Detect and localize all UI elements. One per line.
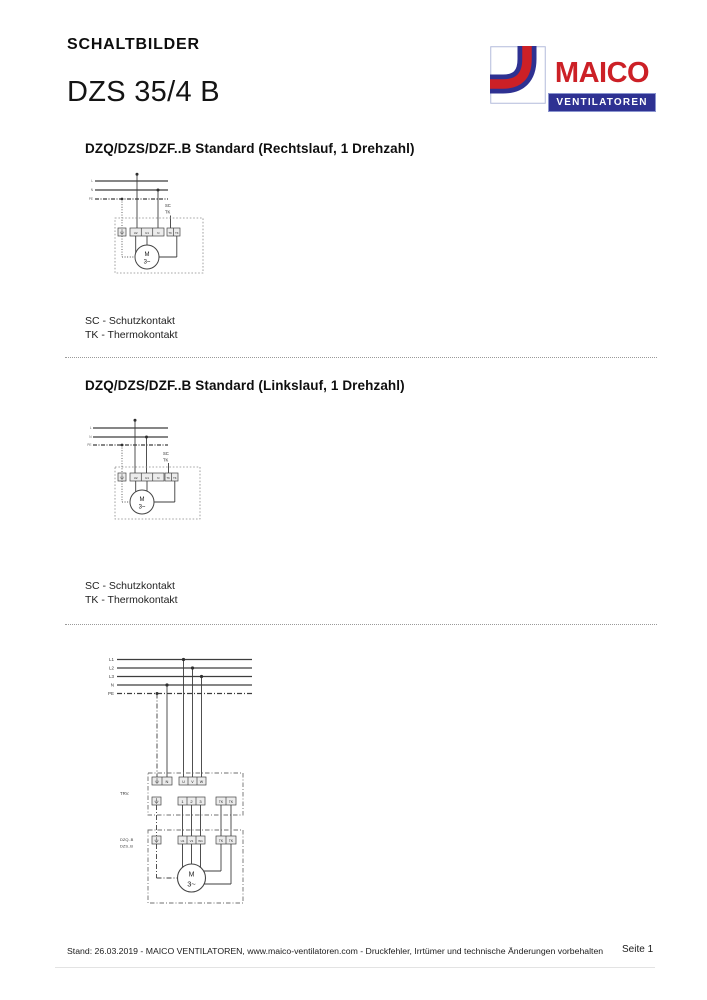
sc-tk-labels [165, 203, 171, 215]
bus-label: PE [87, 443, 92, 448]
terminal-label: 2 [190, 798, 193, 804]
terminal-label: TK [173, 476, 177, 480]
terminal-label: U1 [145, 475, 149, 480]
motor-icon [135, 245, 159, 269]
legend-linkslauf [85, 580, 178, 607]
terminal-label: TK [168, 231, 172, 235]
page-title: DZS 35/4 B [67, 76, 220, 108]
legend-rechtslauf [85, 315, 178, 342]
motor-letter: M [144, 251, 150, 258]
terminal-label: N [157, 230, 160, 235]
motor-letter: M [188, 871, 195, 879]
terminal-label: W1 [198, 838, 203, 843]
junction-dots [121, 419, 148, 447]
feed-wires [122, 174, 171, 228]
legend-line: TK - Thermokontakt [85, 593, 178, 606]
terminal-label: 3 [199, 798, 202, 804]
terminal-label: U [182, 779, 185, 784]
brand-wordmark: MAICO [554, 57, 650, 89]
controller-label: TRV. [120, 791, 130, 796]
terminal-label: W [199, 779, 204, 784]
tk-label: TK [163, 457, 169, 463]
bus-label: L2 [108, 665, 114, 671]
bus-labels [87, 426, 92, 447]
section-separator [65, 357, 657, 358]
motor-phase: 3~ [138, 504, 146, 511]
sc-tk-labels [163, 451, 169, 463]
motor-icon [178, 864, 206, 892]
terminal-label: V1 [189, 838, 194, 843]
terminal-label: TK [218, 799, 224, 804]
terminal-label: TK [166, 476, 170, 480]
brand-subtitle: VENTILATOREN [556, 97, 648, 108]
terminal-label: TK [218, 838, 224, 843]
bus-label: N [89, 435, 92, 440]
terminal-label: U2 [133, 475, 138, 480]
bus-label: PE [107, 691, 114, 696]
page-kicker: SCHALTBILDER [67, 36, 200, 53]
terminal-label: U1 [145, 230, 149, 235]
maico-logo-icon [490, 46, 546, 109]
power-bus [93, 428, 168, 445]
enclosure-box [115, 218, 203, 273]
terminal-label: TK [228, 799, 234, 804]
footer-page-number: Seite 1 [622, 944, 654, 955]
wiring-diagram-three-phase [95, 645, 290, 915]
wiring-diagram-rechtslauf [85, 163, 210, 281]
legend-line: SC - Schutzkontakt [85, 580, 175, 592]
terminal-label: N [157, 475, 160, 480]
sc-label: SC [165, 203, 171, 208]
footer-rule [55, 967, 655, 968]
power-bus [117, 660, 252, 694]
terminal-label: TK [228, 838, 234, 843]
terminal-label: TK [175, 231, 179, 235]
terminal-label: U1 [180, 838, 185, 843]
bus-label: L3 [108, 674, 114, 679]
bus-labels [108, 657, 115, 696]
sc-label: SC [163, 451, 169, 456]
motor-phase: 3~ [187, 879, 196, 889]
footer-text: Stand: 26.03.2019 - MAICO VENTILATOREN, www.maico-ventilatoren.com - Druckfehler, Irrtümer und technische Änderungen vorbehalten [67, 946, 604, 956]
bus-labels [89, 179, 94, 201]
section-title-linkslauf: DZQ/DZS/DZF..B Standard (Linkslauf, 1 Drehzahl) [85, 378, 405, 393]
junction-dots [121, 173, 160, 201]
brand-subtitle-bar [548, 93, 656, 112]
terminal-label: U2 [133, 230, 138, 235]
feed-wires [157, 660, 202, 778]
device-label: DZQ..B [120, 837, 134, 842]
legend-line: SC - Schutzkontakt [85, 315, 175, 327]
bus-label: N [110, 682, 114, 688]
motor-letter: M [139, 496, 145, 503]
section-separator [65, 624, 657, 625]
terminal-label: 1 [181, 798, 184, 804]
motor-icon [130, 490, 154, 514]
interconnect-wires [157, 805, 232, 836]
device-label: DZS..B [120, 843, 133, 849]
tk-label: TK [165, 209, 171, 215]
bus-label: N [90, 188, 93, 193]
bus-label: PE [88, 197, 93, 202]
bus-label: L1 [108, 657, 114, 662]
motor-phase: 3~ [143, 259, 151, 266]
wiring-diagram-linkslauf [85, 402, 210, 527]
bus-label: L [89, 426, 92, 431]
section-title-rechtslauf: DZQ/DZS/DZF..B Standard (Rechtslauf, 1 Drehzahl) [85, 141, 415, 156]
terminal-label: V [191, 779, 194, 784]
bus-label: L [91, 179, 93, 184]
fan-box-labels [120, 837, 134, 849]
legend-line: TK - Thermokontakt [85, 328, 178, 341]
terminal-label: N [165, 778, 169, 784]
terminal-blocks [152, 836, 236, 844]
